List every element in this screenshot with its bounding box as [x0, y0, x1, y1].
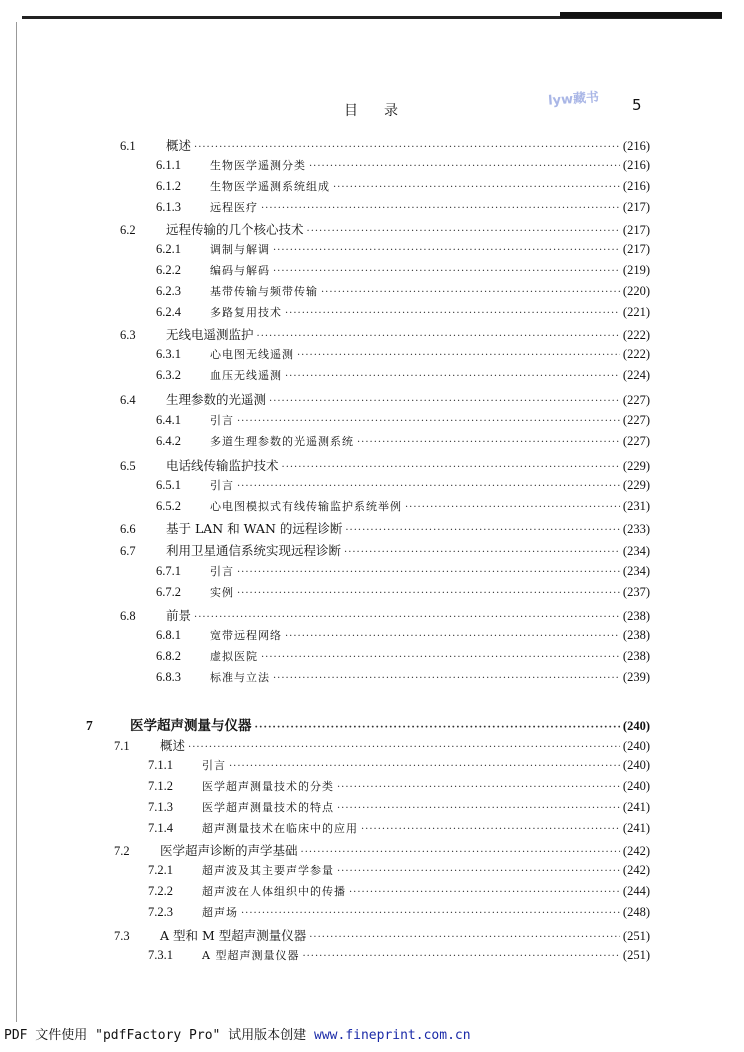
toc-entry-title: 概述 — [166, 138, 192, 153]
toc-entry-page: (227) — [622, 434, 650, 448]
toc-chapter-entry[interactable] — [86, 714, 650, 734]
toc-entry-page: (241) — [622, 800, 650, 814]
dot-leader — [321, 287, 620, 298]
toc-entry[interactable] — [114, 926, 650, 946]
toc-entry-title: 生物医学遥测分类 — [210, 159, 306, 172]
left-border-line — [16, 22, 17, 1022]
toc-entry[interactable] — [114, 736, 650, 756]
toc-entry-number: 7.2 — [114, 844, 130, 858]
toc-entry-title: 基带传输与频带传输 — [210, 285, 318, 298]
dot-leader — [337, 782, 620, 793]
dot-leader — [261, 203, 620, 214]
ownership-stamp: lyw藏书 — [547, 90, 600, 109]
toc-entry-number: 7.2.3 — [148, 905, 173, 919]
toc-entry-title: 利用卫星通信系统实现远程诊断 — [166, 543, 342, 558]
dot-leader — [361, 824, 620, 835]
toc-entry-number: 6.2 — [120, 223, 136, 237]
toc-entry[interactable] — [148, 778, 650, 798]
toc-entry-page: (238) — [622, 628, 650, 642]
toc-entry-title: 血压无线遥测 — [210, 369, 282, 382]
toc-entry-number: 7.1.1 — [148, 758, 173, 772]
dot-leader — [309, 932, 620, 943]
toc-entry-number: 6.7.1 — [156, 564, 181, 578]
toc-entry-number: 6.5.2 — [156, 499, 181, 513]
dot-leader — [269, 396, 620, 407]
dot-leader — [273, 266, 620, 277]
dot-leader — [241, 908, 620, 919]
toc-entry-page: (217) — [622, 200, 650, 214]
toc-entry-page: (238) — [622, 649, 650, 663]
toc-entry-title: 宽带远程网络 — [210, 629, 282, 642]
toc-entry-page: (240) — [622, 758, 650, 772]
toc-entry-number: 7.1 — [114, 739, 130, 753]
toc-entry-page: (240) — [622, 739, 650, 753]
toc-entry-page: (229) — [622, 459, 650, 473]
toc-entry-title: 概述 — [160, 738, 186, 753]
dot-leader — [337, 866, 620, 877]
toc-entry-title: 电话线传输监护技术 — [166, 458, 279, 473]
toc-entry-title: 多道生理参数的光遥测系统 — [210, 435, 354, 448]
toc-entry-number: 7.1.3 — [148, 800, 173, 814]
dot-leader — [285, 631, 620, 642]
toc-entry-title: 心电图模拟式有线传输监护系统举例 — [210, 500, 402, 513]
dot-leader — [333, 182, 620, 193]
toc-entry-title: 超声测量技术在临床中的应用 — [202, 822, 358, 835]
toc-entry-title: 前景 — [166, 608, 192, 623]
toc-entry[interactable] — [156, 346, 650, 366]
toc-entry-title: 实例 — [210, 586, 234, 599]
toc-entry-page: (251) — [622, 929, 650, 943]
toc-entry[interactable] — [156, 367, 650, 387]
toc-entry-page: (251) — [622, 948, 650, 962]
dot-leader — [357, 437, 620, 448]
toc-entry-page: (217) — [622, 242, 650, 256]
pdf-footer — [4, 1024, 471, 1043]
toc-entry-number: 7.3.1 — [148, 948, 173, 962]
toc-entry[interactable] — [156, 178, 650, 198]
toc-entry[interactable] — [148, 947, 650, 967]
toc-entry[interactable] — [156, 498, 650, 518]
toc-entry-page: (227) — [622, 393, 650, 407]
toc-entry-page: (222) — [622, 328, 650, 342]
top-border-thick — [560, 12, 722, 18]
toc-entry-title: 编码与解码 — [210, 264, 270, 277]
dot-leader — [301, 847, 620, 858]
toc-entry[interactable] — [148, 862, 650, 882]
toc-entry-title: 远程传输的几个核心技术 — [166, 222, 304, 237]
toc-entry-page: (216) — [622, 139, 650, 153]
toc-entry-number: 6.5 — [120, 459, 136, 473]
toc-entry-number: 7.1.2 — [148, 779, 173, 793]
running-header: 目录 — [344, 103, 424, 119]
toc-entry-page: (237) — [622, 585, 650, 599]
toc-entry-number: 6.1.2 — [156, 179, 181, 193]
toc-entry-page: (242) — [622, 863, 650, 877]
toc-entry-page: (242) — [622, 844, 650, 858]
toc-entry-page: (219) — [622, 263, 650, 277]
toc-entry-number: 6.6 — [120, 522, 136, 536]
toc-entry-number: 6.2.3 — [156, 284, 181, 298]
toc-entry-title: 无线电遥测监护 — [166, 327, 254, 342]
toc-entry-number: 6.4.2 — [156, 434, 181, 448]
toc-entry[interactable] — [156, 157, 650, 177]
toc-entry[interactable] — [120, 606, 650, 626]
toc-entry-title: 多路复用技术 — [210, 306, 282, 319]
toc-entry[interactable] — [156, 241, 650, 261]
dot-leader — [273, 245, 620, 256]
toc-entry-page: (216) — [622, 179, 650, 193]
toc-entry-title: 标准与立法 — [210, 671, 270, 684]
dot-leader — [188, 742, 620, 753]
toc-entry-title: A 型超声测量仪器 — [202, 949, 300, 962]
dot-leader — [237, 588, 620, 599]
toc-entry-title: 远程医疗 — [210, 201, 258, 214]
footer-link[interactable]: www.fineprint.com.cn — [314, 1028, 471, 1043]
toc-entry-page: (244) — [622, 884, 650, 898]
toc-entry[interactable] — [156, 199, 650, 219]
toc-entry-number: 6.1 — [120, 139, 136, 153]
toc-entry[interactable] — [120, 325, 650, 345]
toc-entry-number: 6.4 — [120, 393, 136, 407]
dot-leader — [285, 371, 620, 382]
toc-entry[interactable] — [120, 541, 650, 561]
toc-entry-page: (221) — [622, 305, 650, 319]
dot-leader — [237, 567, 620, 578]
toc-entry-title: A 型和 M 型超声测量仪器 — [160, 928, 307, 943]
toc-entry-title: 生理参数的光遥测 — [166, 392, 267, 407]
toc-entry-number: 6.3 — [120, 328, 136, 342]
dot-leader — [194, 142, 620, 153]
dot-leader — [273, 673, 620, 684]
toc-entry-page: (240) — [622, 719, 650, 733]
dot-leader — [309, 161, 620, 172]
toc-entry[interactable] — [120, 220, 650, 240]
toc-entry[interactable] — [148, 904, 650, 924]
dot-leader — [349, 887, 620, 898]
toc-entry[interactable] — [148, 883, 650, 903]
footer-text: PDF 文件使用 "pdfFactory Pro" 试用版本创建 — [4, 1028, 315, 1043]
toc-entry-number: 6.4.1 — [156, 413, 181, 427]
toc-entry-page: (227) — [622, 413, 650, 427]
toc-entry[interactable] — [120, 519, 650, 539]
toc-entry-number: 7.2.2 — [148, 884, 173, 898]
toc-entry-title: 医学超声测量与仪器 — [130, 718, 252, 734]
toc-entry[interactable] — [156, 433, 650, 453]
toc-entry-page: (220) — [622, 284, 650, 298]
toc-entry-number: 7.2.1 — [148, 863, 173, 877]
dot-leader — [302, 951, 619, 962]
toc-entry-title: 医学超声测量技术的分类 — [202, 780, 334, 793]
toc-entry-title: 调制与解调 — [210, 243, 270, 256]
toc-entry-title: 生物医学遥测系统组成 — [210, 180, 330, 193]
toc-entry-number: 6.7.2 — [156, 585, 181, 599]
toc-entry[interactable] — [156, 627, 650, 647]
toc-entry-page: (229) — [622, 478, 650, 492]
toc-entry-number: 6.8.2 — [156, 649, 181, 663]
dot-leader — [405, 502, 620, 513]
dot-leader — [282, 462, 620, 473]
dot-leader — [344, 547, 620, 558]
dot-leader — [194, 612, 620, 623]
toc-entry-title: 引言 — [202, 759, 226, 772]
toc-entry-page: (231) — [622, 499, 650, 513]
toc-entry[interactable] — [120, 390, 650, 410]
dot-leader — [345, 525, 620, 536]
toc-entry-number: 6.3.2 — [156, 368, 181, 382]
dot-leader — [307, 226, 620, 237]
dot-leader — [237, 416, 620, 427]
toc-entry-page: (248) — [622, 905, 650, 919]
toc-entry-number: 6.8.3 — [156, 670, 181, 684]
toc-entry-page: (240) — [622, 779, 650, 793]
toc-entry-page: (238) — [622, 609, 650, 623]
toc-entry[interactable] — [120, 136, 650, 156]
toc-entry-title: 引言 — [210, 479, 234, 492]
toc-entry-page: (222) — [622, 347, 650, 361]
toc-entry-title: 超声波及其主要声学参量 — [202, 864, 334, 877]
toc-entry[interactable] — [148, 820, 650, 840]
toc-entry-page: (216) — [622, 158, 650, 172]
toc-entry-number: 6.5.1 — [156, 478, 181, 492]
toc-entry-title: 超声场 — [202, 906, 238, 919]
dot-leader — [297, 350, 620, 361]
toc-entry-page: (233) — [622, 522, 650, 536]
toc-entry[interactable] — [156, 648, 650, 668]
toc-entry[interactable] — [156, 563, 650, 583]
toc-entry-title: 虚拟医院 — [210, 650, 258, 663]
dot-leader — [237, 481, 620, 492]
toc-entry-title: 医学超声诊断的声学基础 — [160, 843, 298, 858]
dot-leader — [255, 722, 620, 733]
toc-entry[interactable] — [156, 304, 650, 324]
toc-entry-page: (239) — [622, 670, 650, 684]
toc-entry-number: 6.3.1 — [156, 347, 181, 361]
toc-entry[interactable] — [114, 841, 650, 861]
toc-entry[interactable] — [156, 477, 650, 497]
toc-entry-number: 7.1.4 — [148, 821, 173, 835]
toc-entry-title: 医学超声测量技术的特点 — [202, 801, 334, 814]
dot-leader — [285, 308, 620, 319]
toc-entry-number: 6.2.4 — [156, 305, 181, 319]
toc-entry-page: (234) — [622, 564, 650, 578]
toc-entry-title: 超声波在人体组织中的传播 — [202, 885, 346, 898]
toc-entry[interactable] — [156, 412, 650, 432]
toc-entry-number: 6.7 — [120, 544, 136, 558]
toc-entry[interactable] — [148, 757, 650, 777]
toc-entry-title: 引言 — [210, 414, 234, 427]
toc-entry-page: (217) — [622, 223, 650, 237]
toc-entry-number: 6.2.1 — [156, 242, 181, 256]
toc-entry[interactable] — [156, 283, 650, 303]
dot-leader — [229, 761, 620, 772]
toc-entry-page: (224) — [622, 368, 650, 382]
toc-entry-number: 6.8.1 — [156, 628, 181, 642]
dot-leader — [337, 803, 620, 814]
page-number: 5 — [632, 96, 642, 114]
toc-entry[interactable] — [156, 669, 650, 689]
toc-entry-title: 引言 — [210, 565, 234, 578]
toc-entry[interactable] — [156, 584, 650, 604]
toc-entry-number: 6.2.2 — [156, 263, 181, 277]
toc-entry[interactable] — [156, 262, 650, 282]
toc-entry-title: 心电图无线遥测 — [210, 348, 294, 361]
toc-entry-number: 7.3 — [114, 929, 130, 943]
dot-leader — [261, 652, 620, 663]
toc-entry-title: 基于 LAN 和 WAN 的远程诊断 — [166, 521, 343, 536]
toc-entry-page: (234) — [622, 544, 650, 558]
toc-entry-number: 7 — [86, 718, 93, 733]
toc-entry-number: 6.8 — [120, 609, 136, 623]
toc-entry[interactable] — [148, 799, 650, 819]
dot-leader — [257, 331, 620, 342]
toc-entry-number: 6.1.3 — [156, 200, 181, 214]
toc-entry-number: 6.1.1 — [156, 158, 181, 172]
toc-entry[interactable] — [120, 456, 650, 476]
toc-entry-page: (241) — [622, 821, 650, 835]
